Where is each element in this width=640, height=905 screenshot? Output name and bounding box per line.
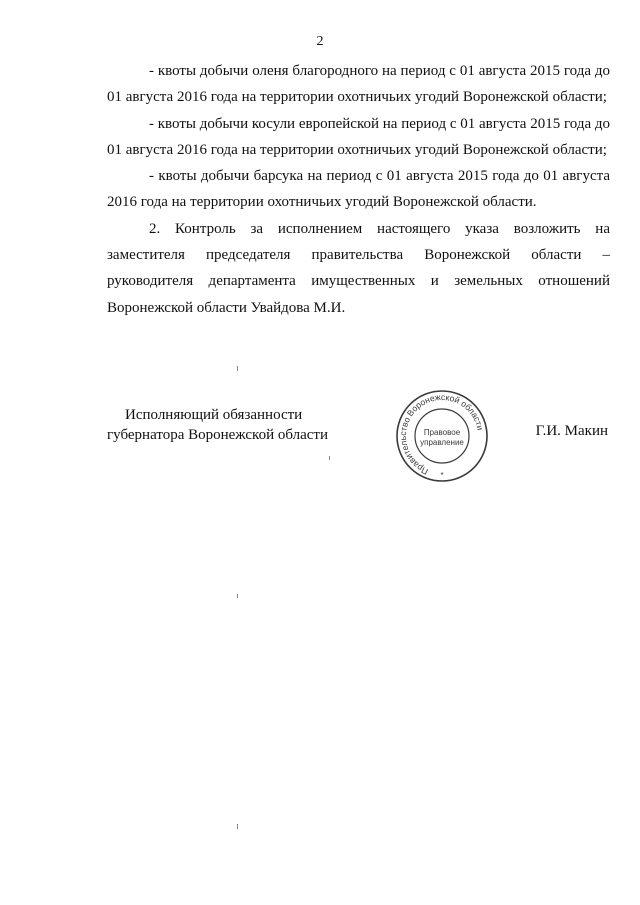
paragraph-control-clause: 2. Контроль за исполнением настоящего указа возложить на заместителя председателя правительства Воронежской области – руководителя департамента имущественных и земельных отношений Воронежской области Увайдова М.И.	[107, 220, 610, 316]
page-number: 2	[316, 34, 324, 49]
scan-speck	[237, 594, 238, 598]
paragraph-quota-badger: - квоты добычи барсука на период с 01 августа 2015 года до 01 августа 2016 года на территории охотничьих угодий Воронежской области.	[107, 168, 610, 211]
scan-speck	[329, 456, 330, 460]
stamp-seal-icon	[394, 388, 490, 484]
signatory-position	[107, 405, 328, 445]
paragraph-quota-red-deer: - квоты добычи оленя благородного на период с 01 августа 2015 года до 01 августа 2016 года на территории охотничьих угодий Воронежской области;	[107, 63, 610, 106]
scan-speck	[237, 824, 238, 829]
stamp-inner-line-2: управление	[420, 438, 464, 447]
stamp-star: *	[440, 471, 444, 480]
paragraph-quota-roe-deer: - квоты добычи косули европейской на период с 01 августа 2015 года до 01 августа 2016 года на территории охотничьих угодий Воронежской области;	[107, 115, 610, 158]
stamp-outer-text: Правительство Воронежской области	[397, 391, 486, 477]
signatory-position-line-2: губернатора Воронежской области	[107, 427, 328, 443]
stamp-inner-line-1: Правовое	[423, 428, 461, 437]
document-body	[107, 58, 610, 321]
scan-speck	[237, 366, 238, 371]
signatory-position-line-1: Исполняющий обязанности	[125, 407, 303, 423]
signatory-name: Г.И. Макин	[535, 423, 608, 439]
official-stamp	[394, 388, 490, 484]
